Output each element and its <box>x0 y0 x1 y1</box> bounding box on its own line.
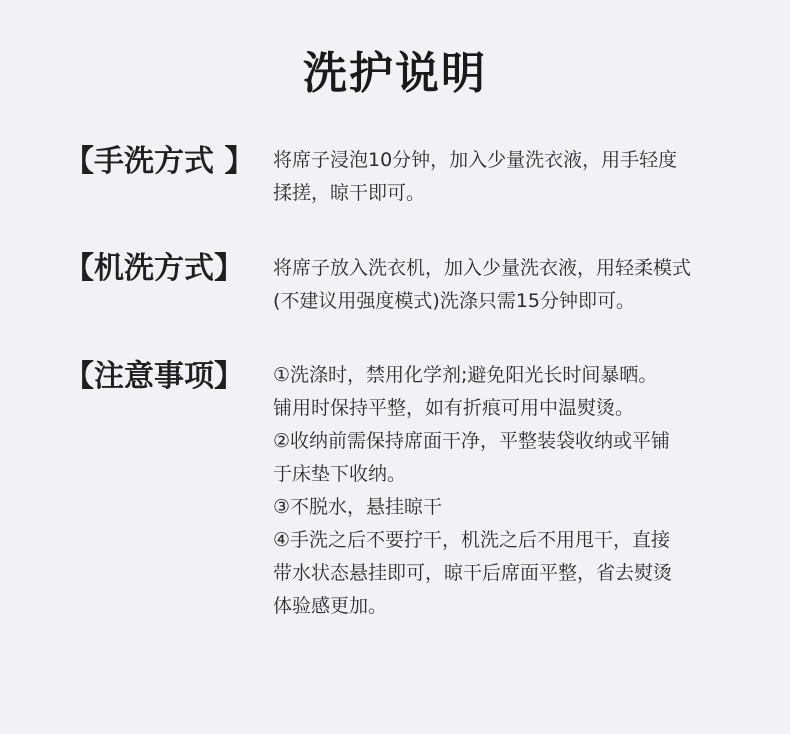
text-line: (不建议用强度模式)洗涤只需15分钟即可。 <box>273 290 636 312</box>
section-heading-machine-wash: 【机洗方式】 <box>64 251 244 286</box>
text-line: ④手洗之后不要拧干，机洗之后不用甩干，直接 <box>273 529 671 551</box>
text-line: 铺用时保持平整，如有折痕可用中温熨烫。 <box>273 397 635 419</box>
text-line: 于床垫下收纳。 <box>273 463 407 485</box>
page-title: 洗护说明 <box>303 48 487 99</box>
text-line: 体验感更加。 <box>273 595 388 617</box>
text-line: 带水状态悬挂即可，晾干后席面平整，省去熨烫 <box>273 562 673 584</box>
text-line: 揉搓，晾干即可。 <box>273 182 426 204</box>
section-body-hand-wash <box>273 144 733 210</box>
text-line: 将席子浸泡10分钟，加入少量洗衣液，用手轻度 <box>273 149 678 171</box>
section-body-notes <box>273 359 733 623</box>
section-body-machine-wash <box>273 252 733 318</box>
section-heading-hand-wash: 【手洗方式 】 <box>64 144 255 179</box>
text-line: 将席子放入洗衣机，加入少量洗衣液，用轻柔模式 <box>273 257 692 279</box>
text-line: ②收纳前需保持席面干净，平整装袋收纳或平铺 <box>273 430 671 452</box>
section-heading-notes: 【注意事项】 <box>64 359 244 394</box>
text-line: ③不脱水，悬挂晾干 <box>273 496 443 518</box>
text-line: ①洗涤时，禁用化学剂;避免阳光长时间暴晒。 <box>273 364 658 386</box>
